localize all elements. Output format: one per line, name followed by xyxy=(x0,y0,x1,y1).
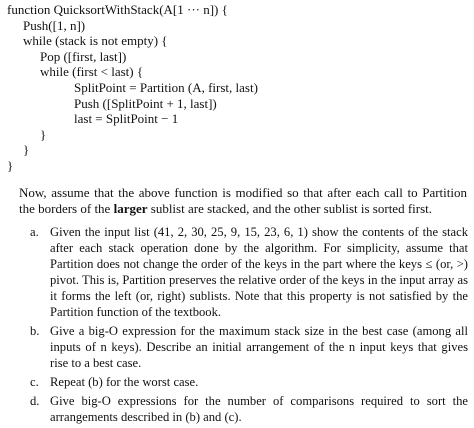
question-text: Give big-O expressions for the number of comparisons required to sort the arrangements described in (b) and (c). xyxy=(50,394,468,424)
code-line-close-outer: } xyxy=(23,142,30,158)
question-item-a xyxy=(30,224,468,320)
question-label: d. xyxy=(30,394,40,408)
code-line-push-right: Push ([SplitPoint + 1, last]) xyxy=(74,95,217,111)
paragraph-text-after: sublist are stacked, and the other sublist is sorted first. xyxy=(147,201,433,217)
code-line-push-initial: Push([1, n]) xyxy=(23,17,86,33)
pseudocode-block xyxy=(7,2,258,174)
code-line-update-last: last = SplitPoint − 1 xyxy=(74,111,179,127)
code-line-inner-while: while (first < last) { xyxy=(40,64,144,80)
question-list xyxy=(30,224,468,428)
paragraph-bold-word: larger xyxy=(113,201,148,217)
code-line-pop: Pop ([first, last]) xyxy=(40,48,127,64)
code-line-close-inner: } xyxy=(40,126,47,142)
question-item-c xyxy=(30,374,468,390)
question-label: b. xyxy=(30,324,40,338)
code-line-close-function: } xyxy=(7,157,14,173)
question-text: Give a big-O expression for the maximum stack size in the best case (among all inputs of n keys). Describe an initial arrangement of the n input keys that gives rise to a best case. xyxy=(50,324,468,370)
question-item-b xyxy=(30,323,468,371)
code-line-outer-while: while (stack is not empty) { xyxy=(23,33,168,49)
paragraph-text-before: Now, assume that the above function is modified so that after each call to Partition the borders of the xyxy=(19,185,467,217)
question-text: Given the input list (41, 2, 30, 25, 9, 15, 23, 6, 1) show the contents of the stack after each stack operation done by the algorithm. For simplicity, assume that Partition does not change the order of the keys in the part where the keys ≤ (or, >) pivot. This is, Partition preserves the relative order of the keys in the input array as it forms the left (or, right) sublists. Note that this property is not satisfied by the Partition function of the textbook. xyxy=(50,225,468,319)
code-line-partition: SplitPoint = Partition (A, first, last) xyxy=(74,79,258,95)
code-line-function: function QuicksortWithStack(A[1 ··· n]) { xyxy=(7,2,228,17)
question-label: c. xyxy=(30,375,39,389)
question-label: a. xyxy=(30,225,39,239)
question-item-d xyxy=(30,393,468,425)
question-text: Repeat (b) for the worst case. xyxy=(50,375,199,389)
modification-paragraph xyxy=(19,185,467,217)
